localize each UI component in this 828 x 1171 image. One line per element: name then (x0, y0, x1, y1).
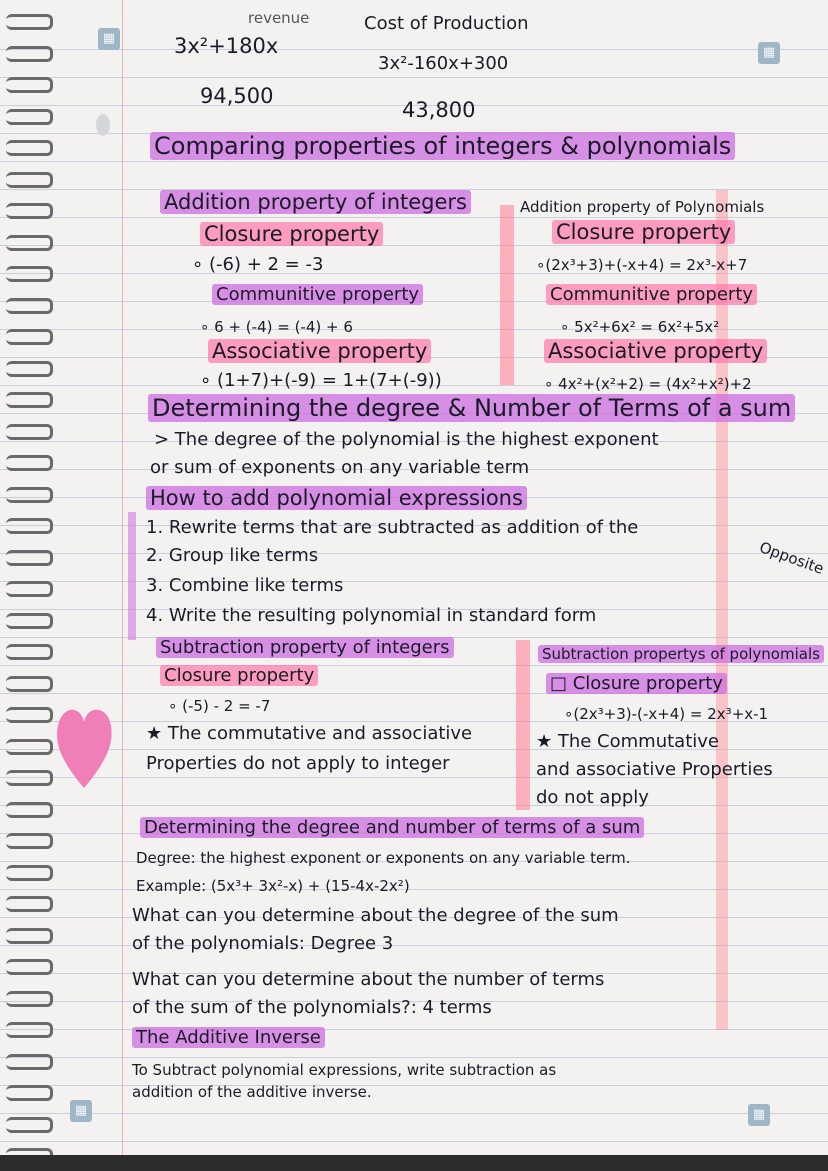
spiral-coil (6, 77, 53, 93)
notebook-logo-icon: ▦ (748, 1104, 770, 1126)
heart-sticker (54, 700, 114, 790)
question-2: What can you determine about the number of terms (132, 969, 605, 990)
spiral-coil (6, 235, 53, 251)
note-right-line-1: ★ The Commutative (536, 731, 719, 752)
right-commutative-label: Communitive property (546, 284, 757, 305)
spiral-binding (0, 0, 54, 1171)
cost-value: 43,800 (402, 98, 476, 122)
spiral-coil (6, 203, 53, 219)
spiral-coil (6, 329, 53, 345)
spiral-coil (6, 1054, 53, 1070)
spiral-coil (6, 802, 53, 818)
spiral-coil (6, 770, 53, 786)
spiral-coil (6, 644, 53, 660)
spiral-coil (6, 424, 53, 440)
right-heading: Addition property of Polynomials (520, 198, 765, 216)
highlight-divider (128, 512, 136, 640)
note-right-line-3: do not apply (536, 787, 649, 808)
left-closure-example: ∘ (-6) + 2 = -3 (192, 254, 324, 275)
how-to-add-step-3: 3. Combine like terms (146, 575, 344, 596)
how-to-add-step-2: 2. Group like terms (146, 545, 319, 566)
spiral-coil (6, 833, 53, 849)
question-2-answer: of the sum of the polynomials?: 4 terms (132, 997, 492, 1018)
how-to-add-heading: How to add polynomial expressions (146, 486, 527, 510)
spiral-coil (6, 550, 53, 566)
spiral-coil (6, 581, 53, 597)
spiral-coil (6, 140, 53, 156)
highlight-divider (500, 205, 514, 385)
degree-line-1: > The degree of the polynomial is the highest exponent (154, 429, 659, 450)
additive-inverse-line-2: addition of the additive inverse. (132, 1083, 372, 1101)
opposite-note: Opposite (756, 538, 827, 578)
spiral-coil (6, 266, 53, 282)
subtraction-left-heading: Subtraction property of integers (156, 637, 454, 658)
spiral-coil (6, 959, 53, 975)
degree-example: Example: (5x³+ 3x²-x) + (15-4x-2x²) (136, 877, 410, 895)
spiral-coil (6, 487, 53, 503)
right-associative-label: Associative property (544, 339, 767, 363)
subtraction-right-closure-example: ∘(2x³+3)-(-x+4) = 2x³+x-1 (564, 705, 769, 723)
left-closure-label: Closure property (200, 222, 383, 246)
left-associative-label: Associative property (208, 339, 431, 363)
spiral-coil (6, 46, 53, 62)
subtraction-left-closure-example: ∘ (-5) - 2 = -7 (168, 697, 271, 715)
spiral-coil (6, 613, 53, 629)
spiral-coil (6, 1022, 53, 1038)
subtraction-right-heading: Subtraction propertys of polynomials (538, 645, 824, 663)
page-title: Comparing properties of integers & polynomials (150, 132, 735, 160)
revenue-label: revenue (248, 9, 310, 27)
revenue-expression: 3x²+180x (174, 34, 279, 58)
subtraction-left-closure-label: Closure property (160, 665, 318, 686)
note-right-line-2: and associative Properties (536, 759, 773, 780)
spiral-coil (6, 707, 53, 723)
question-1: What can you determine about the degree of the sum (132, 905, 619, 926)
how-to-add-step-4: 4. Write the resulting polynomial in standard form (146, 605, 597, 626)
spiral-coil (6, 676, 53, 692)
additive-inverse-heading: The Additive Inverse (132, 1027, 325, 1048)
spiral-coil (6, 455, 53, 471)
notebook-logo-icon: ▦ (98, 28, 120, 50)
additive-inverse-line-1: To Subtract polynomial expressions, write subtraction as (132, 1061, 557, 1079)
notebook-logo-icon: ▦ (758, 42, 780, 64)
spiral-coil (6, 928, 53, 944)
spiral-coil (6, 1085, 53, 1101)
left-commutative-label: Communitive property (212, 284, 423, 305)
left-commutative-example: ∘ 6 + (-4) = (-4) + 6 (200, 318, 353, 336)
page-bottom-edge (0, 1155, 828, 1171)
right-associative-example: ∘ 4x²+(x²+2) = (4x²+x²)+2 (544, 375, 752, 393)
spiral-coil (6, 1117, 53, 1133)
spiral-coil (6, 109, 53, 125)
spiral-coil (6, 392, 53, 408)
notebook-logo-icon: ▦ (70, 1100, 92, 1122)
subtraction-right-closure-label: □ Closure property (546, 673, 727, 694)
highlight-divider (516, 640, 530, 810)
punch-hole (96, 114, 110, 136)
cost-label: Cost of Production (364, 13, 529, 34)
cost-expression: 3x²-160x+300 (378, 53, 509, 74)
degree-definition: Degree: the highest exponent or exponents on any variable term. (136, 849, 631, 867)
spiral-coil (6, 739, 53, 755)
note-left-line-2: Properties do not apply to integer (146, 753, 450, 774)
right-closure-label: Closure property (552, 220, 735, 244)
spiral-coil (6, 518, 53, 534)
question-1-answer: of the polynomials: Degree 3 (132, 933, 394, 954)
right-closure-example: ∘(2x³+3)+(-x+4) = 2x³-x+7 (536, 256, 748, 274)
spiral-coil (6, 361, 53, 377)
revenue-value: 94,500 (200, 84, 274, 108)
left-associative-example: ∘ (1+7)+(-9) = 1+(7+(-9)) (200, 370, 442, 391)
spiral-coil (6, 896, 53, 912)
degree-line-2: or sum of exponents on any variable term (150, 457, 530, 478)
degree-terms-heading: Determining the degree and number of terms of a sum (140, 817, 644, 838)
spiral-coil (6, 865, 53, 881)
left-heading: Addition property of integers (160, 190, 471, 214)
how-to-add-step-1: 1. Rewrite terms that are subtracted as addition of the (146, 517, 639, 538)
note-left-line-1: ★ The commutative and associative (146, 723, 473, 744)
degree-heading: Determining the degree & Number of Terms of a sum (148, 394, 795, 422)
right-commutative-example: ∘ 5x²+6x² = 6x²+5x² (560, 318, 720, 336)
spiral-coil (6, 991, 53, 1007)
spiral-coil (6, 172, 53, 188)
spiral-coil (6, 298, 53, 314)
margin-line (122, 0, 123, 1171)
spiral-coil (6, 14, 53, 30)
